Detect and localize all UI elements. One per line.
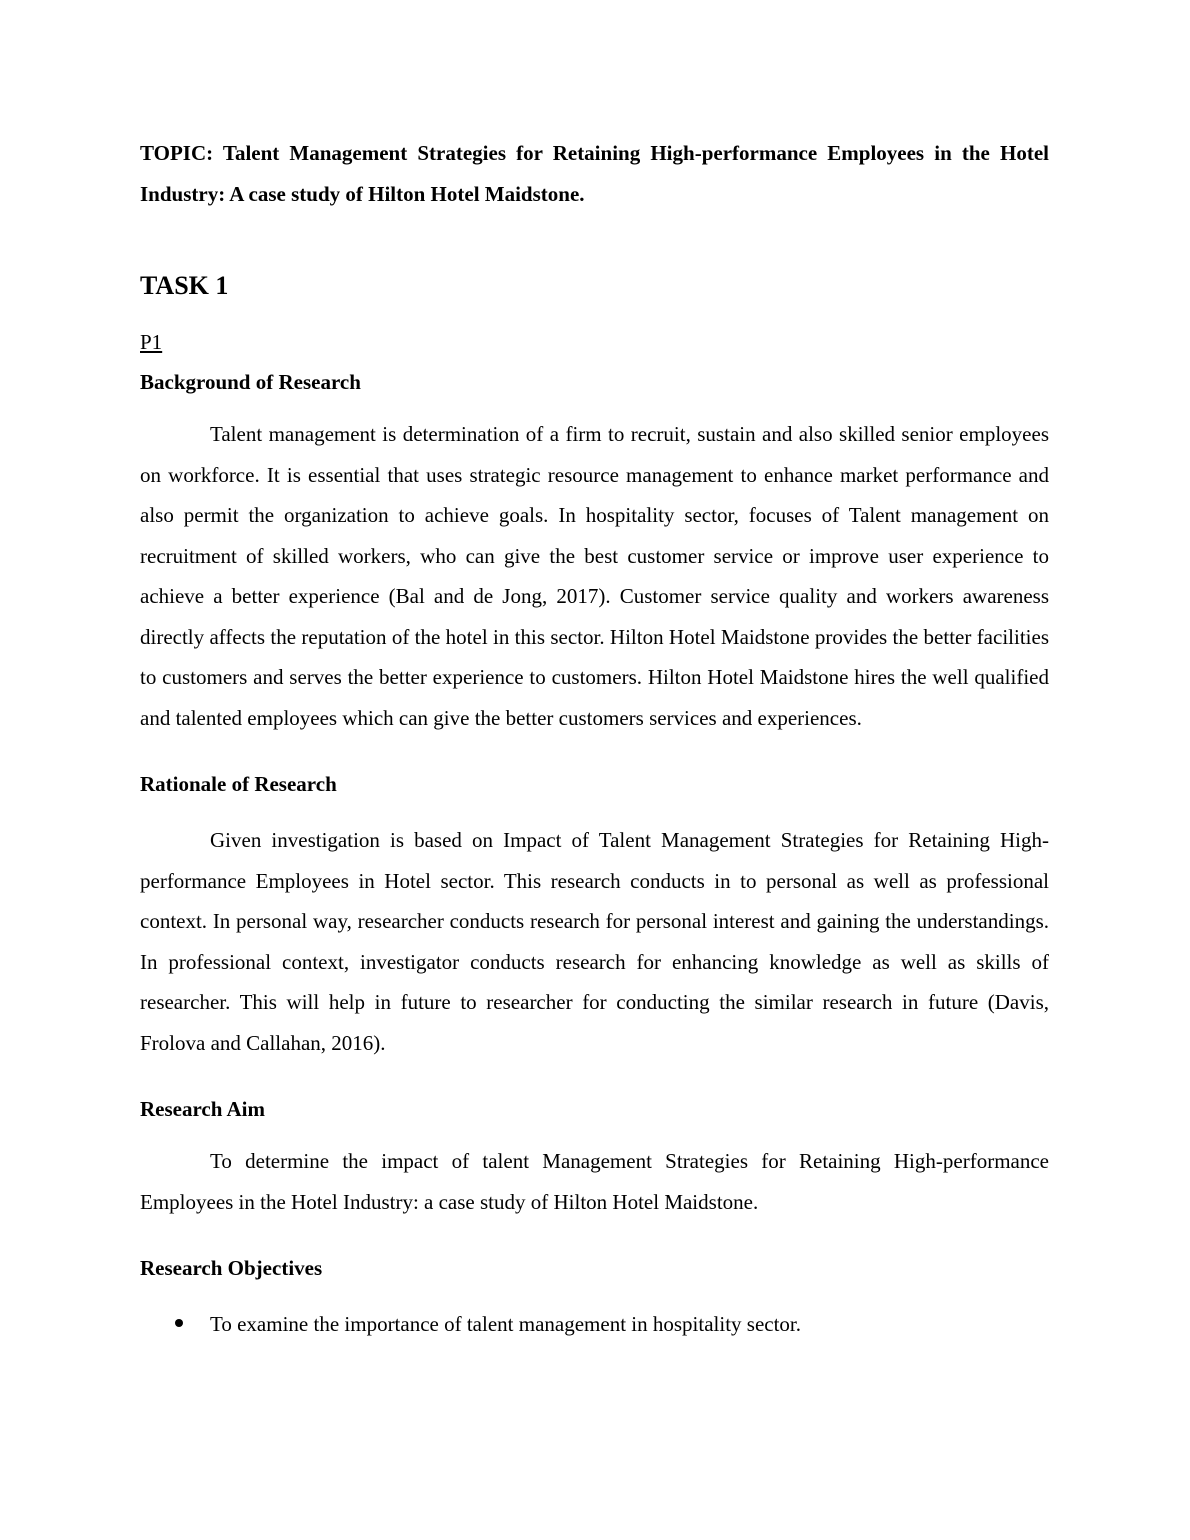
background-heading: Background of Research (140, 370, 361, 394)
aim-paragraph: To determine the impact of talent Management Strategies for Retaining High-performance Employees in the Hotel Industry: a case study of Hilton Hotel Maidstone. (140, 1149, 1049, 1214)
rationale-heading: Rationale of Research (140, 772, 337, 796)
rationale-paragraph: Given investigation is based on Impact of Talent Management Strategies for Retaining High-performance Employees in Hotel sector. This research conducts in to personal as well as professional context. In personal way, researcher conducts research for personal interest and gaining the understandings. In professional context, investigator conducts research for enhancing knowledge as well as skills of researcher. This will help in future to researcher for conducting the similar research in future (Davis, Frolova and Callahan, 2016). (140, 828, 1049, 1055)
objectives-list (140, 1304, 1049, 1344)
objective-text: To examine the importance of talent management in hospitality sector. (210, 1312, 802, 1336)
background-paragraph: Talent management is determination of a firm to recruit, sustain and also skilled senior employees on workforce. It is essential that uses strategic resource management to enhance market performance and also permit the organization to achieve goals. In hospitality sector, focuses of Talent management on recruitment of skilled workers, who can give the best customer service or improve user experience to achieve a better experience (Bal and de Jong, 2017). Customer service quality and workers awareness directly affects the reputation of the hotel in this sector. Hilton Hotel Maidstone provides the better facilities to customers and serves the better experience to customers. Hilton Hotel Maidstone hires the well qualified and talented employees which can give the better customers services and experiences. (140, 422, 1049, 730)
document-topic: TOPIC: Talent Management Strategies for Retaining High-performance Employees in the Hotel Industry: A case study of Hilton Hotel Maidstone. (140, 141, 1049, 206)
task-heading: TASK 1 (140, 271, 229, 300)
list-item (140, 1304, 1049, 1344)
subsection-label: P1 (140, 330, 163, 354)
objectives-heading: Research Objectives (140, 1256, 323, 1280)
aim-heading: Research Aim (140, 1097, 266, 1121)
bullet-icon (175, 1319, 183, 1327)
